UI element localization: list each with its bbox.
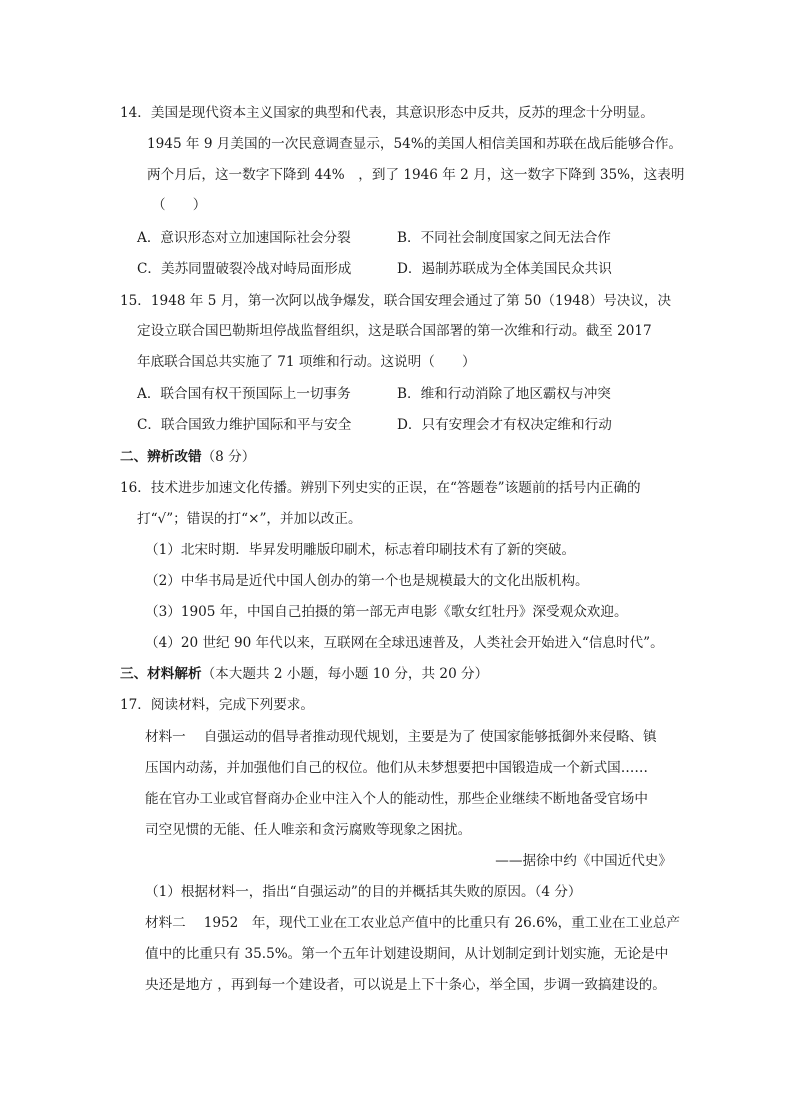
q16-stem-line-2: 打“√”；错误的打“×”，并加以改正。 (137, 511, 362, 527)
q14-stem-line-3: 两个月后，这一数字下降到 44% ，到了 1946 年 2 月，这一数字下降到 35%，这表明 (147, 167, 685, 183)
q15-option-d: D．只有安理会才有权决定维和行动 (397, 417, 612, 433)
q14-stem-line-1: 14．美国是现代资本主义国家的典型和代表，其意识形态中反共，反苏的理念十分明显。 (120, 105, 654, 121)
q17-material-1-line-3: 能在官办工业或官督商办企业中注入个人的能动性，那些企业继续不断地备受官场中 (145, 791, 648, 807)
q17-material-2-line-1: 材料二 1952 年，现代工业在工农业总产值中的比重只有 26.6%，重工业在工业总产 (145, 915, 681, 931)
q16-item-4: （4）20 世纪 90 年代以来，互联网在全球迅速普及，人类社会开始进入“信息时代”。 (145, 635, 664, 651)
q16-item-2: （2）中华书局是近代中国人创办的第一个也是规模最大的文化出版机构。 (145, 573, 589, 589)
section-2-score: （8 分） (201, 449, 256, 465)
q17-material-2-line-2: 值中的比重只有 35.5%。第一个五年计划建设期间，从计划制定到计划实施，无论是中 (145, 946, 669, 962)
section-2-heading (120, 447, 255, 467)
q17-material-1-line-4: 司空见惯的无能、任人唯亲和贪污腐败等现象之困扰。 (145, 822, 472, 838)
q14-option-a: A．意识形态对立加速国际社会分裂 (137, 230, 351, 246)
q15-stem-line-1: 15．1948 年 5 月，第一次阿以战争爆发，联合国安理会通过了第 50（1948）号决议，决 (120, 293, 672, 309)
q16-stem-line-1: 16．技术进步加速文化传播。辨别下列史实的正误，在“答题卷”该题前的括号内正确的 (120, 480, 641, 496)
q17-material-1-line-1: 材料一 自强运动的倡导者推动现代规划，主要是为了 使国家能够抵御外来侵略、镇 (145, 729, 657, 745)
q15-option-b: B．维和行动消除了地区霸权与冲突 (397, 386, 611, 402)
section-3-heading (120, 664, 488, 684)
q15-option-a: A．联合国有权干预国际上一切事务 (137, 386, 351, 402)
q17-material-1-line-2: 压国内动荡，并加强他们自己的权位。他们从未梦想要把中国锻造成一个新式国…… (145, 760, 648, 776)
section-2-title: 二、辨析改错 (120, 449, 202, 465)
section-3-note: （本大题共 2 小题，每小题 10 分，共 20 分） (201, 666, 489, 682)
q17-subquestion-1: （1）根据材料一，指出“自强运动”的目的并概括其失败的原因。（4 分） (145, 884, 582, 900)
q17-stem: 17．阅读材料，完成下列要求。 (120, 697, 315, 713)
q16-item-3: （3）1905 年，中国自己拍摄的第一部无声电影《歌女红牡丹》深受观众欢迎。 (145, 604, 628, 620)
q17-material-1-source: ——据徐中约《中国近代史》 (495, 853, 672, 869)
q17-material-2-line-3: 央还是地方 ，再到每一个建设者，可以说是上下十条心，举全国，步调一致搞建设的。 (145, 977, 666, 993)
q14-answer-bracket: （ ） (152, 197, 207, 213)
q14-option-d: D．遏制苏联成为全体美国民众共识 (397, 261, 612, 277)
section-3-title: 三、材料解析 (120, 666, 202, 682)
q14-option-c: C．美苏同盟破裂冷战对峙局面形成 (137, 261, 352, 277)
q15-option-c: C．联合国致力维护国际和平与安全 (137, 417, 352, 433)
q14-option-b: B．不同社会制度国家之间无法合作 (397, 230, 611, 246)
q16-item-1: （1）北宋时期．毕昇发明雕版印刷术，标志着印刷技术有了新的突破。 (145, 542, 576, 558)
q15-stem-line-3: 年底联合国总共实施了 71 项维和行动。这说明（ ） (137, 354, 476, 370)
q15-stem-line-2: 定设立联合国巴勒斯坦停战监督组织，这是联合国部署的第一次维和行动。截至 2017 (137, 323, 652, 339)
q14-stem-line-2: 1945 年 9 月美国的一次民意调查显示，54%的美国人相信美国和苏联在战后能够合作。 (147, 136, 683, 152)
